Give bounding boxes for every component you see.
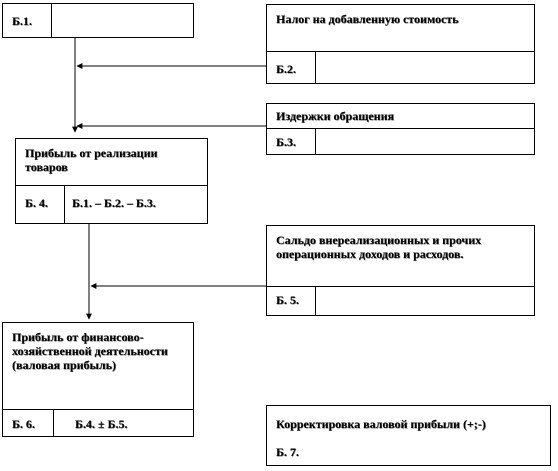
b3-divider — [315, 129, 316, 154]
b3-code-row — [267, 128, 534, 154]
b2-code: Б.2. — [276, 62, 296, 76]
b2-value — [319, 52, 530, 83]
b4-title: Прибыль от реализации товаров — [25, 146, 158, 174]
b4-formula: Б.1. – Б.2. – Б.3. — [72, 196, 156, 210]
block-b3 — [266, 103, 535, 155]
b4-divider — [64, 186, 65, 223]
b3-code: Б.3. — [276, 135, 296, 149]
b3-value — [319, 129, 530, 154]
b5-title: Сальдо внереализационных и прочих операционных доходов и расходов. — [276, 233, 482, 261]
block-b1 — [2, 3, 194, 38]
b2-divider — [315, 52, 316, 83]
b6-title: Прибыль от финансово-хозяйственной деятельности (валовая прибыль) — [12, 330, 168, 372]
b7-title: Корректировка валовой прибыли (+;-) — [276, 417, 486, 431]
b2-title: Налог на добавленную стоимость — [276, 12, 459, 26]
b3-title: Издержки обращения — [276, 109, 394, 123]
block-b6 — [2, 322, 194, 437]
b6-formula-row — [3, 409, 193, 436]
b5-code: Б. 5. — [276, 293, 299, 307]
block-b4 — [15, 138, 208, 224]
b1-divider — [51, 4, 52, 37]
block-b5 — [266, 225, 535, 316]
b6-formula: Б.4. ± Б.5. — [75, 417, 128, 431]
b2-code-row — [267, 51, 534, 83]
block-b2 — [266, 4, 535, 84]
b7-code: Б. 7. — [276, 445, 299, 459]
b1-value — [55, 4, 189, 37]
b6-divider — [53, 410, 54, 436]
b4-formula-row — [16, 185, 207, 223]
b5-code-row — [267, 286, 534, 315]
b5-divider — [315, 287, 316, 315]
block-b7 — [266, 405, 551, 466]
b4-code: Б. 4. — [25, 196, 48, 210]
b1-code: Б.1. — [12, 14, 32, 28]
b6-code: Б. 6. — [12, 417, 35, 431]
b5-value — [319, 287, 530, 315]
